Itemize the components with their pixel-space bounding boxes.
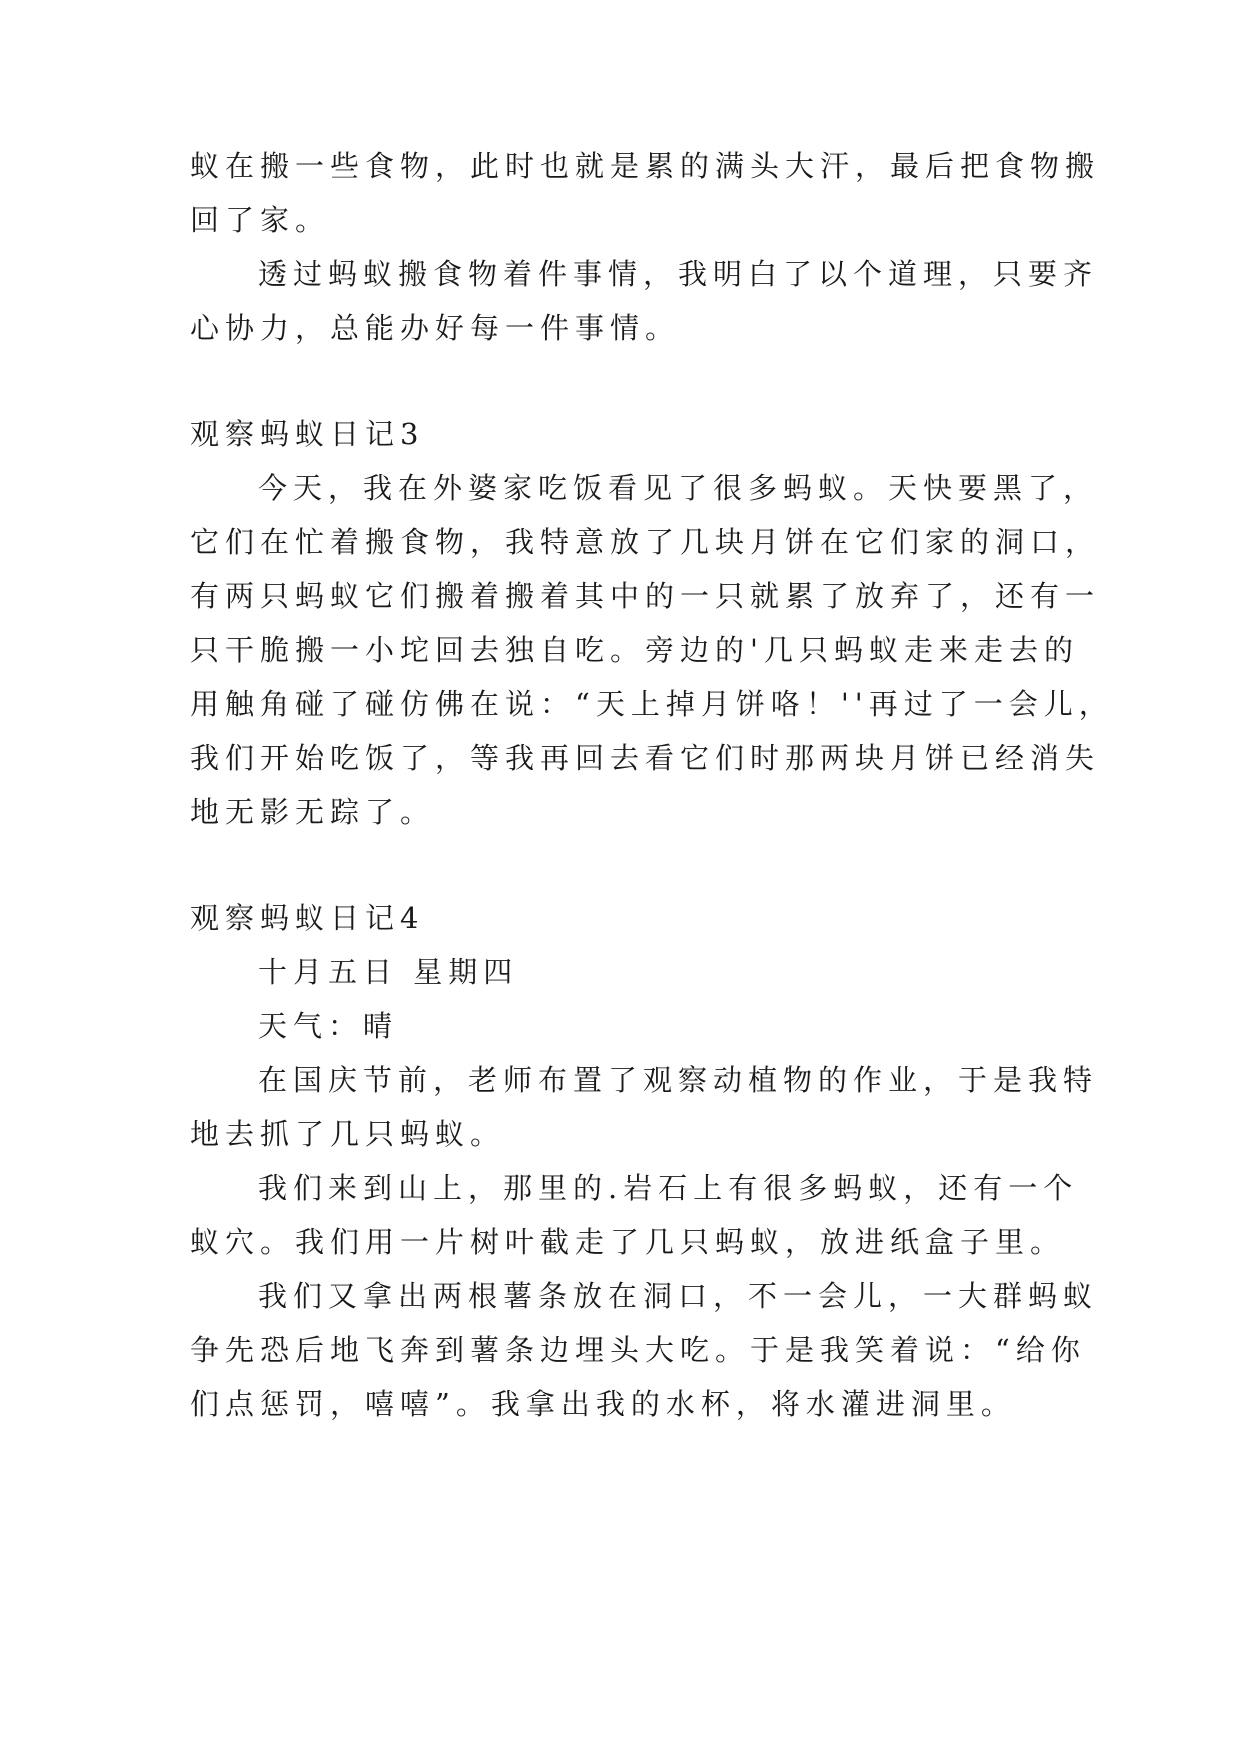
date-line: 十月五日 星期四 <box>258 955 519 989</box>
paragraph-line: 蚁在搬一些食物，此时也就是累的满头大汗，最后把食物搬 <box>190 149 1101 183</box>
paragraph-line: 用触角碰了碰仿佛在说：“天上掉月饼咯！''再过了一会儿， <box>190 687 1114 721</box>
paragraph-line: 地去抓了几只蚂蚁。 <box>190 1117 506 1151</box>
paragraph-line: 透过蚂蚁搬食物着件事情，我明白了以个道理，只要齐 <box>258 257 1099 291</box>
paragraph-line: 今天，我在外婆家吃饭看见了很多蚂蚁。天快要黑了， <box>258 471 1099 505</box>
paragraph-line: 争先恐后地飞奔到薯条边埋头大吃。于是我笑着说：“给你 <box>190 1333 1086 1367</box>
section-heading: 观察蚂蚁日记4 <box>190 901 425 935</box>
paragraph-line: 有两只蚂蚁它们搬着搬着其中的一只就累了放弃了，还有一 <box>190 579 1101 613</box>
paragraph-line: 们点惩罚，嘻嘻”。我拿出我的水杯，将水灌进洞里。 <box>190 1387 1016 1421</box>
paragraph-line: 我们来到山上，那里的.岩石上有很多蚂蚁，还有一个 <box>258 1171 1079 1205</box>
paragraph-line: 在国庆节前，老师布置了观察动植物的作业，于是我特 <box>258 1063 1099 1097</box>
paragraph-line: 蚁穴。我们用一片树叶截走了几只蚂蚁，放进纸盒子里。 <box>190 1225 1066 1259</box>
paragraph-line: 只干脆搬一小坨回去独自吃。旁边的'几只蚂蚁走来走去的 <box>190 633 1079 667</box>
paragraph-line: 地无影无踪了。 <box>190 795 436 829</box>
paragraph-line: 我们又拿出两根薯条放在洞口，不一会儿，一大群蚂蚁 <box>258 1279 1099 1313</box>
paragraph-line: 心协力，总能办好每一件事情。 <box>190 311 681 345</box>
section-heading: 观察蚂蚁日记3 <box>190 417 425 451</box>
paragraph-line: 我们开始吃饭了，等我再回去看它们时那两块月饼已经消失 <box>190 741 1101 775</box>
paragraph-line: 回了家。 <box>190 203 331 237</box>
weather-line: 天气：晴 <box>258 1009 399 1043</box>
paragraph-line: 它们在忙着搬食物，我特意放了几块月饼在它们家的洞口， <box>190 525 1101 559</box>
